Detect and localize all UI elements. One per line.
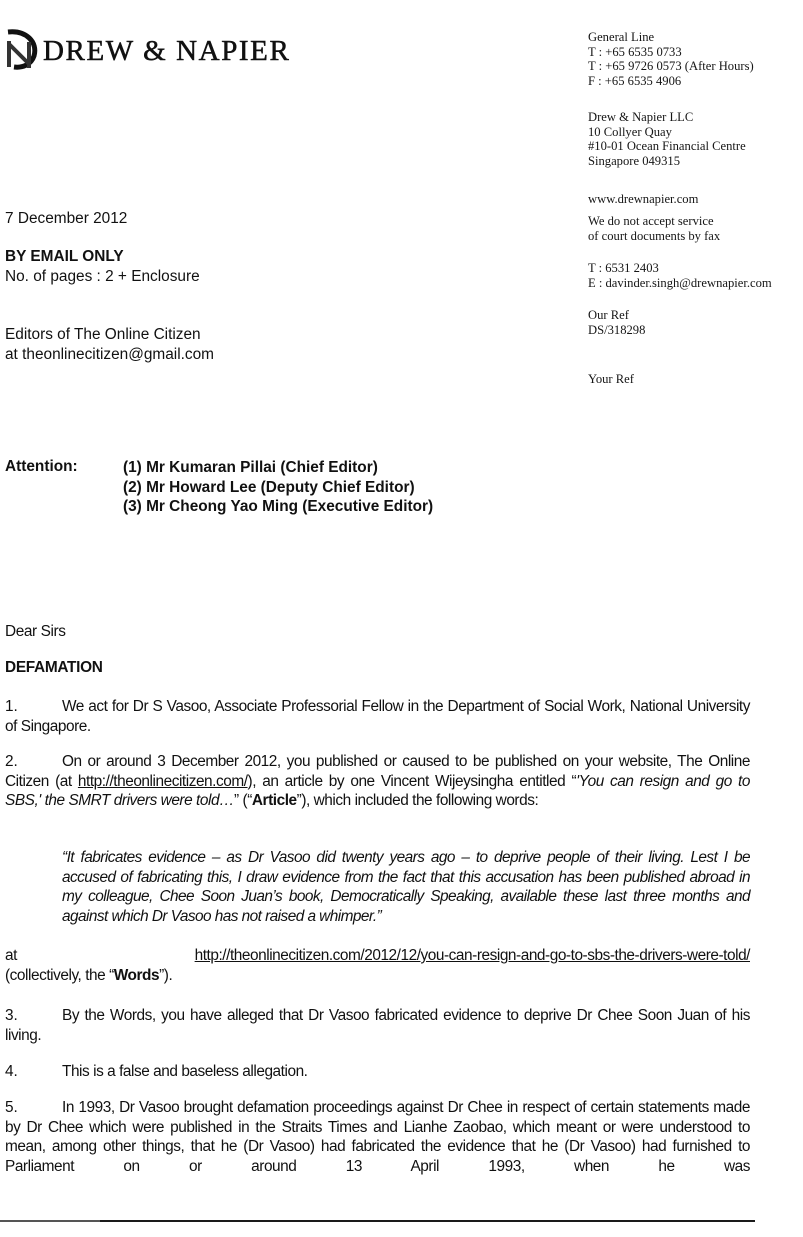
paragraph-text: (collectively, the “ (5, 966, 114, 984)
paragraph-number: 5. (5, 1099, 18, 1116)
our-ref (588, 308, 645, 337)
firm-name: DREW & NAPIER (43, 34, 291, 67)
fax-number: F : +65 6535 4906 (588, 73, 682, 88)
address-line-2: #10-01 Ocean Financial Centre (588, 139, 746, 154)
phone-after-hours: T : +65 9726 0573 (After Hours) (588, 59, 754, 74)
at-label: at (5, 947, 17, 964)
paragraph-text: ” (“ (234, 792, 252, 810)
paragraph-number: 3. (5, 1007, 18, 1024)
words-source (5, 946, 750, 985)
contact-block (588, 30, 754, 88)
our-ref-label: Our Ref (588, 308, 629, 322)
paragraph-text: ), an article by one Vincent Wijeysingha entitled “ (247, 772, 577, 790)
address-line-3: Singapore 049315 (588, 153, 680, 168)
paragraph-2 (5, 752, 750, 811)
recipient-email[interactable]: at theonlinecitizen@gmail.com (5, 346, 214, 363)
address-block (588, 110, 746, 168)
paragraph-text: ”). (159, 966, 173, 984)
paragraph-1 (5, 697, 750, 736)
page-count: No. of pages : 2 + Enclosure (5, 268, 200, 285)
firm-logo (4, 24, 290, 74)
your-ref-label: Your Ref (588, 372, 634, 386)
attention-name: (3) Mr Cheong Yao Ming (Executive Editor) (123, 498, 434, 515)
paragraph-5 (5, 1098, 750, 1176)
fax-notice-line-1: We do not accept service (588, 214, 714, 228)
attention-name: (2) Mr Howard Lee (Deputy Chief Editor) (123, 478, 415, 496)
paragraph-text: This is a false and baseless allegation. (62, 1063, 308, 1080)
paragraph-number: 4. (5, 1063, 18, 1080)
paragraph-3 (5, 1006, 750, 1045)
quoted-words: “It fabricates evidence – as Dr Vasoo did twenty years ago – to deprive people of their living. Lest I be accused of fabricating this, I draw evidence from the fact that this accusation has been published abroad in my colleague, Chee Soon Juan’s book, Democratically Speaking, available these last three months and against which Dr Vasoo has not raised a whimper.” (62, 849, 750, 925)
attention-list (123, 458, 433, 517)
delivery-method: BY EMAIL ONLY (5, 248, 124, 265)
attention-label: Attention: (5, 458, 78, 475)
fax-notice-line-2: of court documents by fax (588, 228, 721, 243)
attention-name: (1) Mr Kumaran Pillai (Chief Editor) (123, 459, 378, 476)
paragraph-text: By the Words, you have alleged that Dr Vasoo fabricated evidence to deprive Dr Chee Soon Juan of his living. (5, 1007, 750, 1044)
subject-heading: DEFAMATION (5, 659, 103, 676)
entity-name: Drew & Napier LLC (588, 110, 694, 124)
article-url-link[interactable]: http://theonlinecitizen.com/2012/12/you-can-resign-and-go-to-sbs-the-drivers-were-told/ (194, 947, 750, 964)
paragraph-text: In 1993, Dr Vasoo brought defamation proceedings against Dr Chee in respect of certain statements made by Dr Chee which were published in the Straits Times and Lianhe Zaobao, which meant or were understood to mean, among other things, that he (Dr Vasoo) had fabricated the evidence that he (Dr Vasoo) had furnished to Parliament on or around 13 April 1993, when he was (5, 1099, 750, 1175)
defined-term-article: Article (251, 792, 297, 810)
our-ref-value: DS/318298 (588, 322, 646, 337)
phone-main: T : +65 6535 0733 (588, 44, 682, 59)
article-title: 'You can resign and go to SBS,' the SMRT drivers were told… (5, 772, 750, 810)
paragraph-4 (5, 1062, 750, 1082)
direct-contact (588, 261, 772, 290)
address-line-1: 10 Collyer Quay (588, 124, 672, 139)
paragraph-text: ”), which included the following words: (296, 792, 539, 810)
general-line-label: General Line (588, 30, 655, 44)
dn-monogram-icon (4, 28, 38, 70)
letter-date: 7 December 2012 (5, 210, 128, 227)
salutation: Dear Sirs (5, 623, 66, 640)
footer-divider-segment (0, 1220, 100, 1222)
defined-term-words: Words (113, 966, 160, 984)
paragraph-number: 2. (5, 753, 18, 770)
recipient-name: Editors of The Online Citizen (5, 326, 201, 343)
paragraph-number: 1. (5, 698, 18, 715)
direct-email[interactable]: E : davinder.singh@drewnapier.com (588, 275, 772, 290)
website-url-link[interactable]: http://theonlinecitizen.com/ (77, 772, 248, 790)
fax-notice (588, 214, 720, 243)
paragraph-text: On or around 3 December 2012, you published or caused to be published on your website, The Online Citizen (at (5, 753, 750, 790)
paragraph-text: We act for Dr S Vasoo, Associate Professorial Fellow in the Department of Social Work, National University of Singapore. (5, 698, 750, 735)
direct-phone: T : 6531 2403 (588, 261, 659, 275)
footer-divider (0, 1220, 755, 1222)
website-link[interactable]: www.drewnapier.com (588, 192, 699, 206)
